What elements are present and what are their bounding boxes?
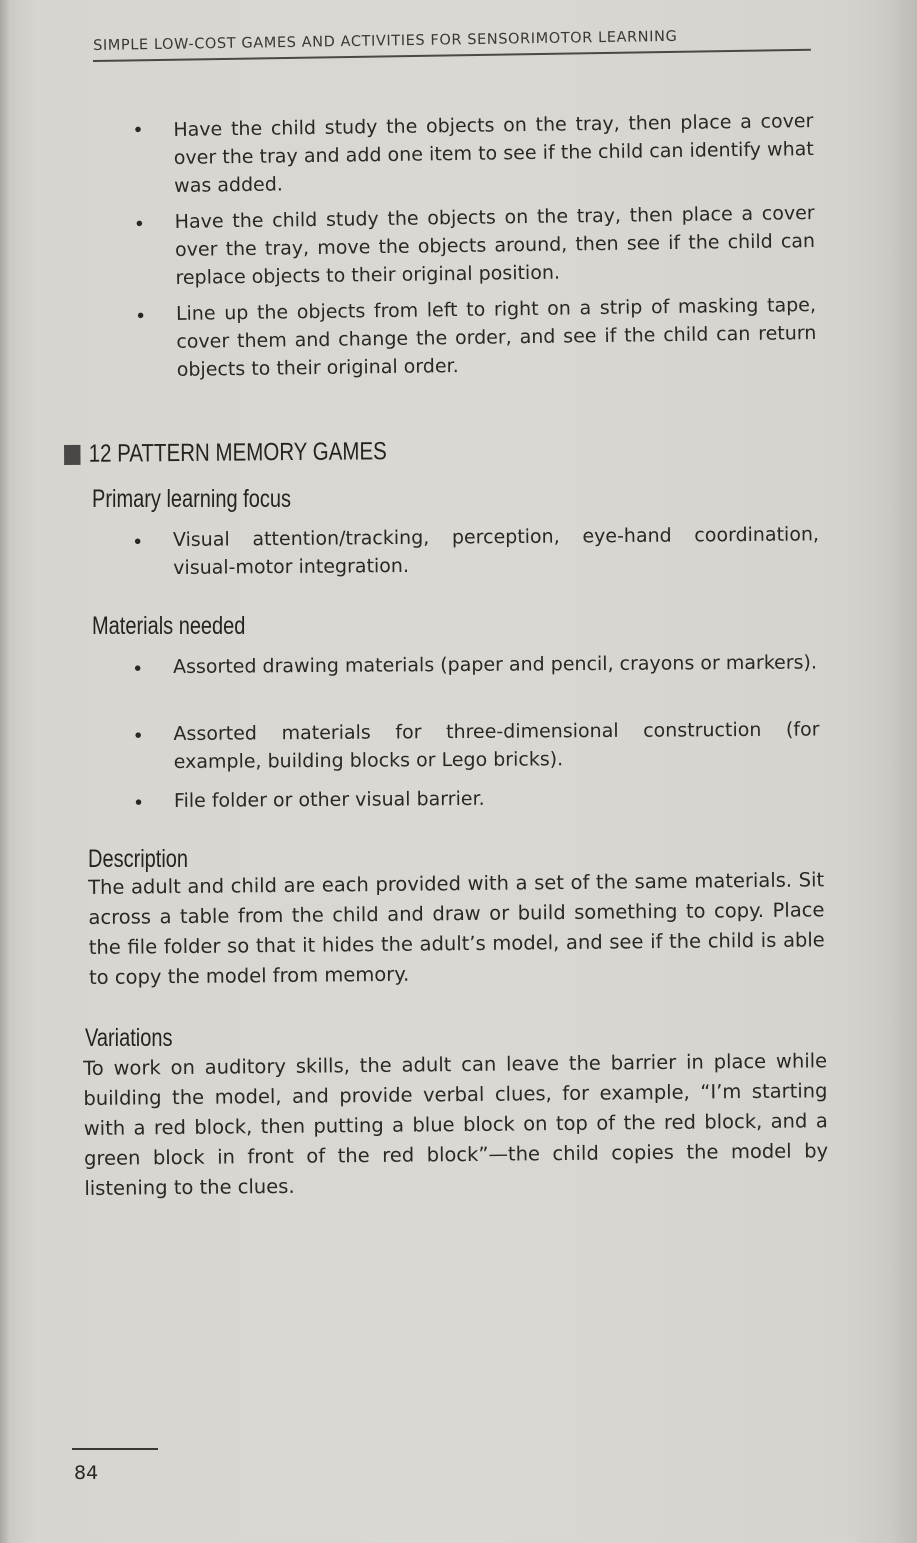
- page-number: 84: [74, 1462, 99, 1484]
- bullet-marker: •: [132, 119, 144, 142]
- bullet-marker: •: [131, 658, 144, 681]
- variations-text: To work on auditory skills, the adult can leave the barrier in place while building the model, and provide verbal clues, for example, “I’m starting with a red block, then putting a blue block on top of the red block, and a green block in front of the red block”—the child copies the model by listening to the clues.: [83, 1049, 829, 1200]
- page-edge-shadow: [891, 0, 917, 1543]
- primary-focus-bullet-1: Visual attention/tracking, perception, eye-hand coordination, visual-motor integration.: [172, 523, 820, 579]
- intro-bullet-3: Line up the objects from left to right on a strip of masking tape, cover them and change the order, and see if the child can return objects to their original order.: [175, 294, 817, 381]
- bullet-marker: •: [131, 531, 144, 554]
- running-head: SIMPLE LOW-COST GAMES AND ACTIVITIES FOR SENSORIMOTOR LEARNING: [93, 28, 678, 54]
- bullet-marker: •: [132, 725, 144, 748]
- page-gutter-shadow: [0, 0, 10, 1543]
- materials-bullet-3: File folder or other visual barrier.: [173, 787, 485, 812]
- description-heading: Description: [88, 845, 189, 873]
- variations-heading: Variations: [85, 1024, 173, 1052]
- section-square-icon: [64, 444, 81, 464]
- primary-focus-heading: Primary learning focus: [92, 485, 291, 513]
- footer-rule: [72, 1448, 158, 1450]
- materials-heading: Materials needed: [92, 612, 246, 640]
- bullet-marker: •: [134, 305, 147, 328]
- materials-bullet-1: Assorted drawing materials (paper and pencil, crayons or markers).: [172, 651, 818, 678]
- intro-bullet-2: Have the child study the objects on the tray, then place a cover over the tray, move the objects around, then see if the child can replace objects to their original position.: [174, 202, 816, 289]
- intro-bullet-1: Have the child study the objects on the tray, then place a cover over the tray and add one item to see if the child can identify what was added.: [173, 110, 814, 197]
- bullet-marker: •: [132, 792, 145, 815]
- description-text: The adult and child are each provided with a set of the same materials. Sit across a table from the child and draw or build something to copy. Place the file folder so that it hides the adult’s model, and see if the child is able to copy the model from memory.: [88, 868, 825, 989]
- bullet-marker: •: [133, 213, 146, 236]
- materials-bullet-2: Assorted materials for three-dimensional construction (for example, building blocks or Lego bricks).: [173, 718, 820, 773]
- section-title: [64, 437, 387, 469]
- section-title-text: 12 PATTERN MEMORY GAMES: [88, 437, 387, 468]
